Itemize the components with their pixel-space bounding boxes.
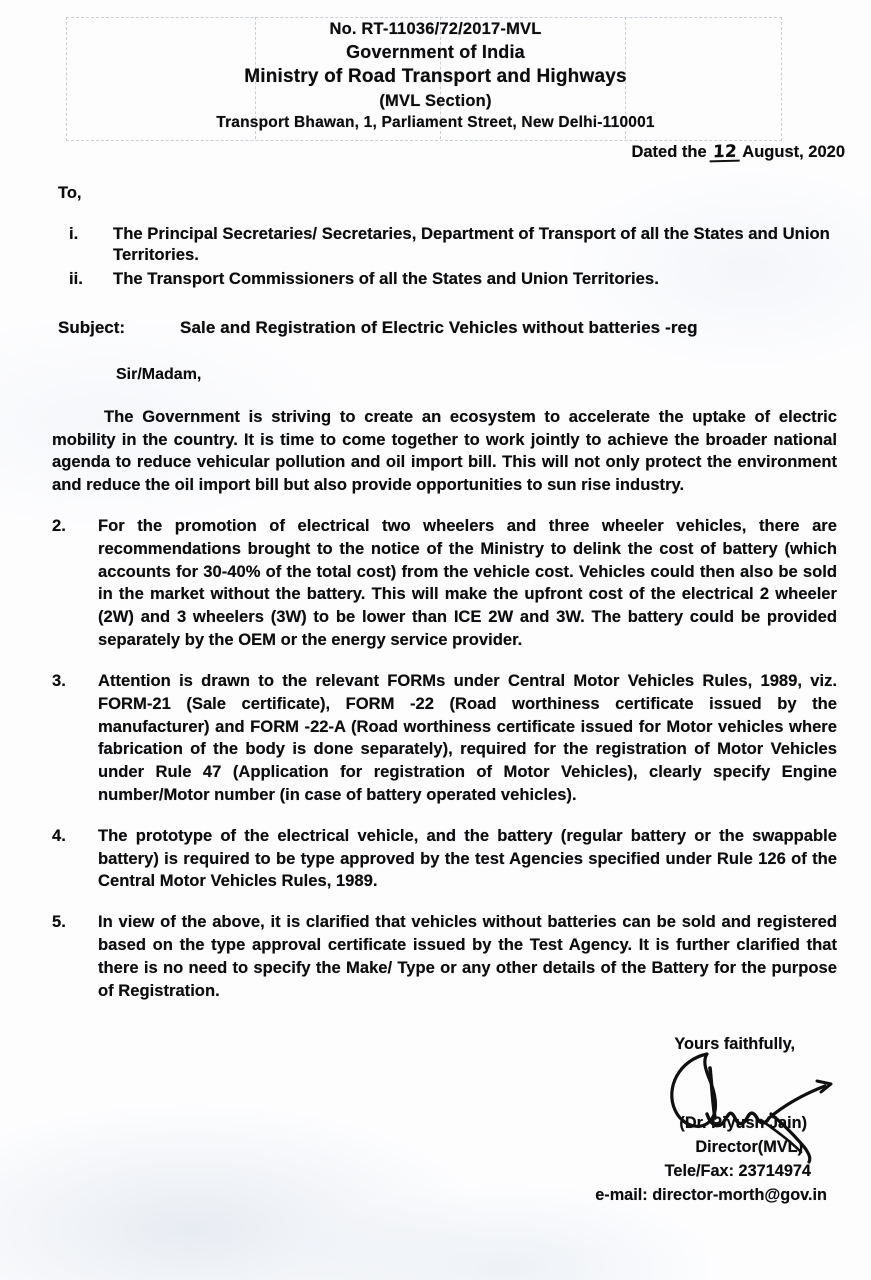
signatory-telephone: Tele/Fax: 23714974 <box>664 1161 811 1180</box>
paragraph-number: 4. <box>52 825 66 845</box>
signatory-email: e-mail: director-morth@gov.in <box>595 1185 827 1204</box>
ministry-name: Ministry of Road Transport and Highways <box>244 66 627 88</box>
paragraph-3 <box>0 670 871 807</box>
signature-space <box>0 1057 839 1111</box>
paragraph-text: The Government is striving to create an ecosystem to accelerate the uptake of electric mobility in the country. It is time to come together to work jointly to achieve the broader national agenda to reduce vehicular pollution and oil import bill. This will not only protect the environment and reduce the oil import bill but also provide opportunities to sun rise industry. <box>52 406 837 495</box>
addressee-text: The Principal Secretaries/ Secretaries, Department of Transport of all the States and Union Territories. <box>113 223 830 265</box>
paragraph-5 <box>0 911 871 1002</box>
to-label: To, <box>58 183 82 202</box>
list-item <box>62 223 841 266</box>
date-month-year: August, 2020 <box>742 142 845 161</box>
paragraph-4 <box>0 825 871 893</box>
date-prefix: Dated the <box>631 142 707 161</box>
salutation: Sir/Madam, <box>116 365 202 383</box>
subject-text: Sale and Registration of Electric Vehicles without batteries -reg <box>180 317 698 337</box>
letterhead <box>0 0 871 134</box>
government-name: Government of India <box>346 42 525 63</box>
paragraph-text: Attention is drawn to the relevant FORMs under Central Motor Vehicles Rules, 1989, viz. FORM-21 (Sale certificate), FORM -22 (Road worthiness certificate issued by the manufacturer) and FORM -22-A (Road worthiness certificate issued for Motor vehicles where fabrication of the body is done separately), required for the registration of Motor Vehicles under Rule 47 (Application for registration of Motor Vehicles), clearly specify Engine number/Motor number (in case of battery operated vehicles). <box>98 670 837 804</box>
subject-line <box>0 318 871 338</box>
addressee-list <box>0 223 871 290</box>
signatory-name: (Dr. Piyush Jain) <box>679 1113 807 1132</box>
subject-label: Subject: <box>58 317 126 337</box>
paragraph-number: 2. <box>52 516 66 536</box>
closing-salutation: Yours faithfully, <box>674 1035 795 1054</box>
addressee-numeral: ii. <box>69 269 83 289</box>
office-address: Transport Bhawan, 1, Parliament Street, New Delhi-110001 <box>216 113 655 131</box>
addressee-text: The Transport Commissioners of all the States and Union Territories. <box>113 269 659 289</box>
paragraph-2 <box>0 515 871 652</box>
section-name: (MVL Section) <box>379 91 492 110</box>
paragraph-1 <box>0 406 871 497</box>
reference-number: No. RT-11036/72/2017-MVL <box>329 20 542 38</box>
list-item <box>62 268 841 290</box>
date-day-handwritten: 12 <box>709 143 740 162</box>
paragraph-text: For the promotion of electrical two wheelers and three wheeler vehicles, there are recommendations brought to the notice of the Ministry to delink the cost of battery (which accounts for 30-40% of the total cost) from the vehicle cost. Vehicles could then also be sold in the market without the battery. This will make the upfront cost of the electrical 2 wheeler (2W) and 3 wheelers (3W) to be lower than ICE 2W and 3W. The battery could be provided separately by the OEM or the energy service provider. <box>98 516 837 650</box>
addressee-numeral: i. <box>69 223 79 243</box>
date-line <box>0 143 871 162</box>
signature-block <box>0 1032 871 1207</box>
paragraph-number: 3. <box>52 670 66 690</box>
paragraph-number: 5. <box>52 912 66 932</box>
paragraph-text: In view of the above, it is clarified that vehicles without batteries can be sold and registered based on the type approval certificate issued by the Test Agency. It is further clarified that there is no need to specify the Make/ Type or any other details of the Battery for the purpose of Registration. <box>98 912 837 1000</box>
paragraph-text: The prototype of the electrical vehicle, and the battery (regular battery or the swappable battery) is required to be type approved by the test Agencies specified under Rule 126 of the Central Motor Vehicles Rules, 1989. <box>98 825 837 891</box>
signatory-designation: Director(MVL) <box>695 1137 803 1156</box>
